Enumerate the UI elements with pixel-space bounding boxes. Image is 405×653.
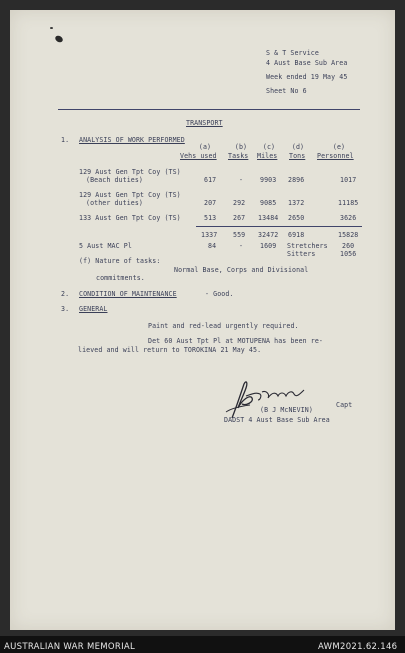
total-vehs: 1337: [201, 231, 218, 239]
row-vehs: 617: [204, 176, 217, 184]
section1-heading: ANALYSIS OF WORK PERFORMED: [79, 136, 185, 144]
col-letter-e: (e): [332, 143, 346, 151]
col-name-tons: Tons: [289, 152, 306, 160]
section2-heading: CONDITION OF MAINTENANCE: [79, 290, 177, 298]
general-line-1: Paint and red-lead urgently required.: [148, 322, 299, 330]
row-personnel: 1017: [340, 176, 357, 184]
row-tons: 2896: [288, 176, 305, 184]
mac-name: 5 Aust MAC Pl: [79, 242, 132, 250]
row-tasks: -: [239, 176, 244, 184]
general-line-2: Det 60 Aust Tpt Pl at MOTUPENA has been re-: [148, 337, 323, 345]
row-personnel: 11185: [338, 199, 359, 207]
mac-stretchers: Stretchers: [287, 242, 328, 250]
signatory-rank: Capt: [336, 401, 353, 409]
mac-personnel-sitters: 1056: [340, 250, 357, 258]
row-miles: 9085: [260, 199, 277, 207]
nature-text-2: commitments.: [96, 274, 145, 282]
header-area: 4 Aust Base Sub Area: [266, 59, 348, 67]
section1-number: 1.: [61, 136, 70, 144]
mac-tasks: -: [239, 242, 244, 250]
punch-mark: [50, 27, 53, 29]
section3-number: 3.: [61, 305, 70, 313]
total-miles: 32472: [258, 231, 279, 239]
row-tons: 2650: [288, 214, 305, 222]
mac-miles: 1609: [260, 242, 277, 250]
section2-number: 2.: [61, 290, 70, 298]
row-vehs: 207: [204, 199, 217, 207]
row-sub: (other duties): [86, 199, 143, 207]
row-tasks: 267: [233, 214, 246, 222]
totals-rule: [196, 226, 362, 227]
total-personnel: 15828: [338, 231, 359, 239]
mac-personnel-stretchers: 260: [342, 242, 355, 250]
col-letter-d: (d): [291, 143, 305, 151]
title-rule: [58, 109, 360, 110]
total-tons: 6918: [288, 231, 305, 239]
nature-label: (f) Nature of tasks:: [79, 257, 161, 265]
row-name: 133 Aust Gen Tpt Coy (TS): [79, 214, 181, 222]
section3-heading: GENERAL: [79, 305, 108, 313]
page-title: TRANSPORT: [186, 119, 223, 127]
row-name: 129 Aust Gen Tpt Coy (TS): [79, 191, 181, 199]
total-tasks: 559: [233, 231, 246, 239]
col-letter-c: (c): [262, 143, 276, 151]
row-miles: 13484: [258, 214, 279, 222]
mac-sitters: Sitters: [287, 250, 316, 258]
header-week: Week ended 19 May 45: [266, 73, 348, 81]
mac-vehs: 84: [208, 242, 217, 250]
row-tons: 1372: [288, 199, 305, 207]
row-personnel: 3626: [340, 214, 357, 222]
footer-source: AUSTRALIAN WAR MEMORIAL: [4, 642, 136, 652]
col-name-personnel: Personnel: [317, 152, 354, 160]
header-sheet: Sheet No 6: [266, 87, 307, 95]
section2-value: - Good.: [205, 290, 234, 298]
nature-text-1: Normal Base, Corps and Divisional: [174, 266, 309, 274]
col-letter-b: (b): [234, 143, 248, 151]
header-unit: S & T Service: [266, 49, 319, 57]
col-name-miles: Miles: [257, 152, 278, 160]
row-sub: (Beach duties): [86, 176, 143, 184]
row-name: 129 Aust Gen Tpt Coy (TS): [79, 168, 181, 176]
signatory-name: (B J McNEVIN): [260, 406, 313, 414]
row-vehs: 513: [204, 214, 217, 222]
general-line-3: lieved and will return to TOROKINA 21 May 45.: [78, 346, 262, 354]
footer-accession-number: AWM2021.62.146: [318, 642, 398, 652]
row-miles: 9903: [260, 176, 277, 184]
row-tasks: 292: [233, 199, 246, 207]
document-page: [10, 10, 395, 630]
col-letter-a: (a): [198, 143, 212, 151]
col-name-tasks: Tasks: [228, 152, 249, 160]
signatory-title: DADST 4 Aust Base Sub Area: [224, 416, 330, 424]
col-name-vehs: Vehs used: [180, 152, 217, 160]
